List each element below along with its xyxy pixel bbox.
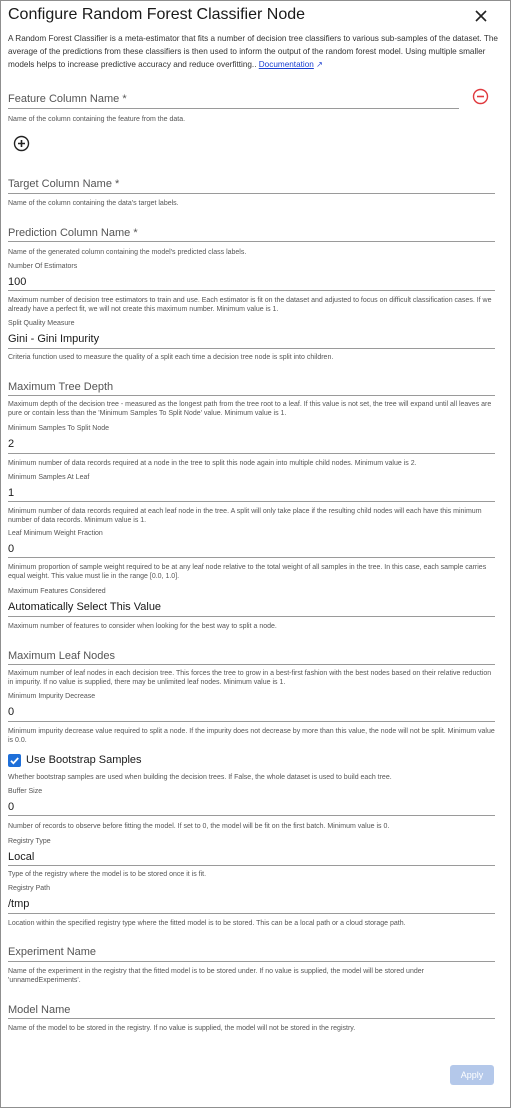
bootstrap-checkbox[interactable] [8, 754, 21, 767]
min-samples-split-input[interactable] [8, 453, 495, 454]
bootstrap-label[interactable]: Use Bootstrap Samples [26, 754, 142, 766]
registry-type-value[interactable]: Local [8, 851, 35, 863]
target-column-input[interactable] [8, 193, 495, 194]
num-estimators-help: Maximum number of decision tree estimators to train and use. Each estimator is fit on the dataset and adjusted to focus on difficult classification cases. If we already have a perfect fit, we will not create this maximum number. Minimum value is 1. [8, 297, 492, 313]
feature-column-placeholder[interactable]: Feature Column Name * [8, 93, 127, 105]
max-tree-depth-placeholder[interactable]: Maximum Tree Depth [8, 381, 114, 393]
description-text: A Random Forest Classifier is a meta-estimator that fits a number of decision tree classifiers to various sub-samples of the dataset. The average of the predictions from these classifiers is then used to inform the output of the random forest model. Using multiple smaller models helps to increase predictive accuracy and reduce overfitting.. [8, 34, 498, 69]
apply-button[interactable]: Apply [450, 1065, 494, 1085]
split-quality-select[interactable] [8, 348, 495, 349]
leaf-min-weight-value[interactable]: 0 [8, 543, 15, 555]
min-samples-leaf-value[interactable]: 1 [8, 487, 15, 499]
model-name-help: Name of the model to be stored in the registry. If no value is supplied, the model will not be stored in the registry. [8, 1025, 356, 1032]
add-feature-icon[interactable] [13, 135, 30, 152]
split-quality-label: Split Quality Measure [8, 320, 75, 327]
bootstrap-help: Whether bootstrap samples are used when building the decision trees. If False, the whole dataset is used to build each tree. [8, 774, 392, 781]
leaf-min-weight-label: Leaf Minimum Weight Fraction [8, 530, 103, 537]
split-quality-value[interactable]: Gini - Gini Impurity [8, 333, 100, 345]
min-impurity-input[interactable] [8, 721, 495, 722]
prediction-column-input[interactable] [8, 241, 495, 242]
max-leaf-nodes-input[interactable] [8, 664, 495, 665]
buffer-size-help: Number of records to observe before fitting the model. If set to 0, the model will be fit on the first batch. Minimum value is 0. [8, 823, 390, 830]
min-impurity-label: Minimum Impurity Decrease [8, 693, 96, 700]
target-column-placeholder[interactable]: Target Column Name * [8, 178, 120, 190]
close-icon[interactable] [472, 7, 490, 25]
experiment-name-input[interactable] [8, 961, 495, 962]
remove-feature-icon[interactable] [472, 88, 489, 105]
model-name-placeholder[interactable]: Model Name [8, 1004, 71, 1016]
feature-column-help: Name of the column containing the feature from the data. [8, 116, 186, 123]
max-features-label: Maximum Features Considered [8, 588, 106, 595]
buffer-size-label: Buffer Size [8, 788, 43, 795]
max-tree-depth-help: Maximum depth of the decision tree - measured as the longest path from the tree root to a leaf. If this value is not set, the tree will expand until all leaves are pure or contain less than the 'Minimum Samples To Split Node' value. Minimum value is 1. [8, 401, 492, 417]
buffer-size-input[interactable] [8, 815, 495, 816]
model-name-input[interactable] [8, 1018, 495, 1019]
prediction-column-help: Name of the generated column containing the model's predicted class labels. [8, 249, 247, 256]
num-estimators-label: Number Of Estimators [8, 263, 78, 270]
num-estimators-input[interactable] [8, 290, 495, 291]
min-samples-leaf-input[interactable] [8, 501, 495, 502]
feature-column-input[interactable] [8, 108, 459, 109]
max-leaf-nodes-placeholder[interactable]: Maximum Leaf Nodes [8, 650, 115, 662]
buffer-size-value[interactable]: 0 [8, 801, 15, 813]
registry-path-label: Registry Path [8, 885, 51, 892]
registry-type-label: Registry Type [8, 838, 51, 845]
split-quality-help: Criteria function used to measure the quality of a split each time a decision tree node is split into children. [8, 354, 334, 361]
max-features-select[interactable] [8, 616, 495, 617]
min-samples-split-value[interactable]: 2 [8, 438, 15, 450]
registry-type-help: Type of the registry where the model is to be stored once it is fit. [8, 871, 207, 878]
max-features-value[interactable]: Automatically Select This Value [8, 601, 162, 613]
leaf-min-weight-help: Minimum proportion of sample weight required to be at any leaf node relative to the total weight of all samples in the tree. In this case, each sample carries equal weight. This value must lie in the range [0.0, 1.0]. [8, 564, 487, 580]
leaf-min-weight-input[interactable] [8, 557, 495, 558]
registry-path-input[interactable] [8, 913, 495, 914]
experiment-name-help: Name of the experiment in the registry that the fitted model is to be stored under. If no value is supplied, the model will be stored under 'unnamedExperiments'. [8, 968, 424, 984]
documentation-link[interactable]: Documentation [258, 60, 314, 69]
num-estimators-value[interactable]: 100 [8, 276, 27, 288]
min-samples-leaf-help: Minimum number of data records required at each leaf node in the tree. A split will only take place if the resulting child nodes will each have this minimum number of data records. Minimum value is 1. [8, 508, 482, 524]
registry-type-select[interactable] [8, 865, 495, 866]
dialog-description [8, 32, 502, 71]
dialog-title: Configure Random Forest Classifier Node [8, 6, 306, 23]
external-link-icon[interactable]: ↗ [316, 60, 323, 69]
min-impurity-value[interactable]: 0 [8, 706, 15, 718]
min-samples-leaf-label: Minimum Samples At Leaf [8, 474, 90, 481]
target-column-help: Name of the column containing the data's target labels. [8, 200, 179, 207]
max-tree-depth-input[interactable] [8, 395, 495, 396]
min-samples-split-label: Minimum Samples To Split Node [8, 425, 110, 432]
max-features-help: Maximum number of features to consider when looking for the best way to split a node. [8, 623, 277, 630]
registry-path-value[interactable]: /tmp [8, 898, 30, 910]
min-impurity-help: Minimum impurity decrease value required to split a node. If the impurity does not decrease by more than this value, the node will not be split. Minimum value is 0.0. [8, 728, 495, 744]
registry-path-help: Location within the specified registry type where the fitted model is to be stored. This can be a local path or a cloud storage path. [8, 920, 406, 927]
experiment-name-placeholder[interactable]: Experiment Name [8, 946, 97, 958]
min-samples-split-help: Minimum number of data records required at a node in the tree to split this node again into multiple child nodes. Minimum value is 2. [8, 460, 417, 467]
max-leaf-nodes-help: Maximum number of leaf nodes in each decision tree. This forces the tree to grow in a best-first fashion with the best nodes based on their relative reduction in impurity. If no value is supplied, there may be unlimited leaf nodes. Minimum value is 1. [8, 670, 492, 686]
prediction-column-placeholder[interactable]: Prediction Column Name * [8, 227, 138, 239]
